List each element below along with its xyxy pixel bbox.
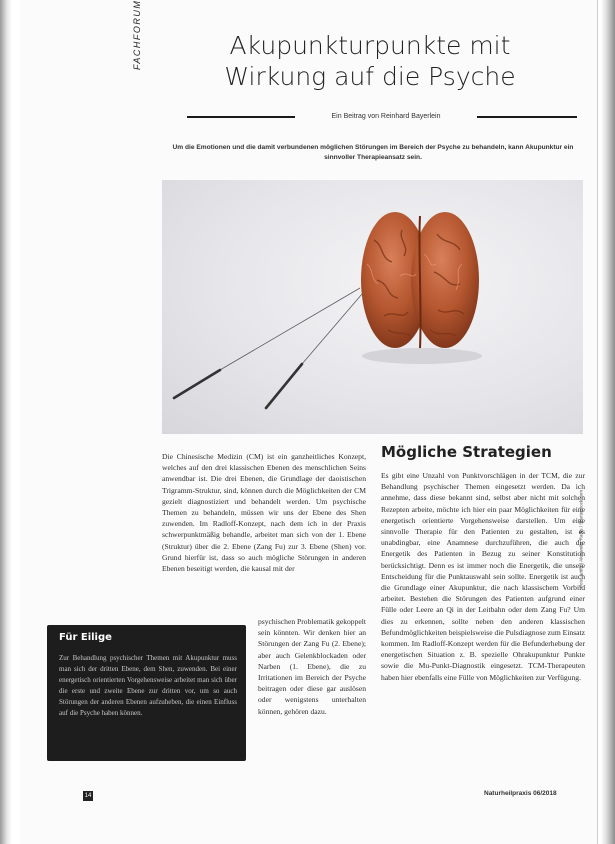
byline-rule-right (477, 116, 577, 118)
summary-box (47, 625, 246, 761)
body-text-right: Es gibt eine Unzahl von Punktvorschlägen in der TCM, die zur Behandlung psychischer Themen eingesetzt werden. Da ich annehme, dass diese bekannt sind, selbst aber nicht mit solchen Rezepten arbeite, möchte ich hier ein paar Möglichkeiten für eine energetisch orientierte Vorgehensweise darstellen. Um eine sinnvolle Therapie für den Patienten zu gestalten, ist es unabdingbar, eine Anamnese durchzuführen, die auch die Energetik des Patienten in Bezug zu seiner Konstitution berücksichtigt. Denn es ist immer noch die Energetik, die unsere Entscheidung für die Punktauswahl sein sollte. Energetik ist auch die Grundlage einer Akupunktur, die nach klassischem Vorbild arbeitet. Bestehen die Störungen des Patienten aufgrund einer Fülle oder Leere an Qi in der Leitbahn oder dem Zang Fu? Um dies zu erkennen, sollte neben den anderen klassischen Befundmöglichkeiten beispielsweise die Pulsdiagnose zum Einsatz kommen. Im Radloff-Konzept werden für die Befunderhebung der energetischen Situation z. B. spezielle Ohrakupunktur Punkte sowie die Mu-Punkt-Diagnostik eingesetzt. TCM-Therapeuten haben hier ebenfalls eine Fülle von Möglichkeiten zur Verfügung. (381, 471, 585, 682)
title-line-1: Akupunkturpunkte mit (229, 31, 511, 60)
byline-row (187, 111, 577, 123)
section-heading: Mögliche Strategien (381, 443, 552, 461)
scan-edge-left (0, 0, 12, 844)
byline: Ein Beitrag von Reinhard Bayerlein (331, 113, 441, 120)
body-text-left: Die Chinesische Medizin (CM) ist ein ganzheitliches Konzept, welches auf den drei klassischen Ebenen des menschlichen Seins anwendbar ist. Die drei Ebenen, die Grundlage der daoistischen Trigramm-Struktur, sind, können durch die Möglichkeiten der CM gezielt diagnostiziert und behandelt werden. Um psychische Themen zu behandeln, müssen wir uns der Ebene des Shen zuwenden. Im Radloff-Konzept, nach dem ich in der Praxis schwerpunktmäßig behandle, arbeitet man sich von der 1. Ebene (Struktur) über die 2. Ebene (Zang Fu) zur 3. Ebene (Shen) vor. Grund hierfür ist, dass so auch mögliche Störungen in anderen Ebenen beseitigt werden, die kausal mit der (162, 452, 366, 574)
magazine-footer: Naturheilpraxis 06/2018 (484, 790, 557, 797)
summary-box-text: Zur Behandlung psychischer Themen mit Akupunktur muss man sich der dritten Ebene, dem Shen, zuwenden. Bei einer energetisch orientierten Vorgehensweise arbeitet man sich über die erste und zweite Ebene zur dritten vor, um so auch Störungen der anderen Ebenen aufzuheben, die einen Einfluss auf die Psyche haben können. (59, 654, 237, 717)
title-line-2: Wirkung auf die Psyche (224, 62, 516, 91)
article-title (180, 30, 560, 92)
body-text-left-continued: psychischen Problematik gekoppelt sein könnten. Wir denken hier an Störungen der Zang Fu (2. Ebene); aber auch Gelenkblockaden oder Narben (1. Ebene), die zu Irritationen im Bereich der Psyche beitragen oder diese gar auslösen oder wenigstens unterhalten können, gehören dazu. (258, 617, 366, 716)
byline-rule-left (187, 116, 295, 118)
brain-needles-illustration (162, 180, 583, 434)
summary-box-title: Für Eilige (59, 632, 112, 643)
photo-credit: Foto: Artifix | Alexander Raths / Shutterstock.com (579, 490, 584, 588)
section-label: FACHFORUM (132, 0, 142, 70)
scan-edge-right (601, 0, 615, 844)
acupuncture-needles (174, 288, 362, 408)
page-number: 14 (84, 793, 92, 799)
lead-paragraph: Um die Emotionen und die damit verbundenen möglichen Störungen im Bereich der Psyche zu behandeln, kann Akupunktur ein sinnvoller Therapieansatz sein. (172, 144, 574, 161)
brain-shape (361, 212, 479, 348)
